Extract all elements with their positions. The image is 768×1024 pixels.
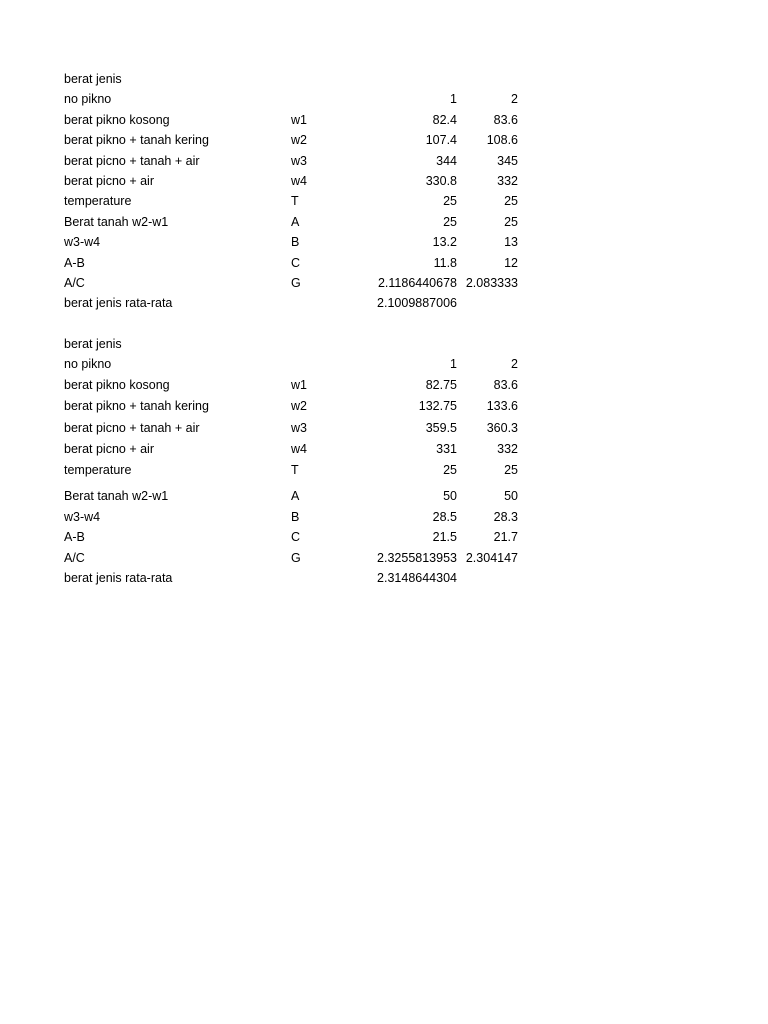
value-pikno-2: 28.3 <box>493 509 518 524</box>
value-pikno-2: 133.6 <box>486 399 518 414</box>
row-label: no pikno <box>64 357 112 372</box>
row-label: no pikno <box>64 92 112 107</box>
row-symbol: B <box>291 509 300 524</box>
value-pikno-1: 11.8 <box>433 255 457 270</box>
specific-gravity-table-1 <box>64 69 524 314</box>
value-pikno-1: 50 <box>443 489 457 504</box>
table-row <box>64 418 524 439</box>
value-pikno-2: 108.6 <box>486 133 518 148</box>
table-row <box>64 396 524 417</box>
row-symbol: w2 <box>291 399 307 414</box>
value-pikno-1: 25 <box>443 214 457 229</box>
value-pikno-1: 21.5 <box>432 530 457 545</box>
value-pikno-1: 2.3255813953 <box>377 550 457 565</box>
value-pikno-1: 330.8 <box>425 173 457 188</box>
value-pikno-1: 28.5 <box>432 509 457 524</box>
value-pikno-2: 2.304147 <box>465 550 518 565</box>
value-pikno-1: 331 <box>436 441 457 456</box>
average-value: 2.1009887006 <box>377 296 457 311</box>
value-pikno-1: 1 <box>450 92 457 107</box>
value-pikno-2: 83.6 <box>493 377 518 392</box>
row-symbol: G <box>291 550 301 565</box>
row-symbol: G <box>291 275 301 290</box>
value-pikno-1: 13.2 <box>432 235 457 250</box>
row-symbol: w4 <box>291 173 307 188</box>
table-row <box>64 171 524 191</box>
row-label: berat pikno kosong <box>64 112 170 127</box>
row-label: berat jenis <box>64 72 122 86</box>
value-pikno-2: 2 <box>511 357 518 372</box>
value-pikno-2: 360.3 <box>486 420 518 435</box>
average-value: 2.3148644304 <box>377 570 457 585</box>
specific-gravity-table-2 <box>64 334 524 588</box>
value-pikno-1: 82.75 <box>425 377 457 392</box>
table-row <box>64 69 524 89</box>
row-symbol: w3 <box>291 153 307 168</box>
row-label: berat picno + air <box>64 173 154 188</box>
table-row <box>64 460 524 486</box>
table-row <box>64 130 524 150</box>
table-row <box>64 568 524 588</box>
row-label: Berat tanah w2-w1 <box>64 214 169 229</box>
table-row <box>64 232 524 252</box>
table-row <box>64 486 524 506</box>
row-label: A-B <box>64 255 85 270</box>
table-row <box>64 548 524 568</box>
row-label: Berat tanah w2-w1 <box>64 489 169 504</box>
row-label: berat pikno + tanah kering <box>64 399 209 414</box>
row-symbol: A <box>291 214 300 229</box>
value-pikno-1: 344 <box>436 153 457 168</box>
table-row <box>64 507 524 527</box>
row-label: A-B <box>64 530 85 545</box>
row-symbol: A <box>291 489 300 504</box>
table-row <box>64 439 524 460</box>
value-pikno-2: 2.083333 <box>465 275 518 290</box>
table-row <box>64 212 524 232</box>
value-pikno-2: 25 <box>504 194 518 209</box>
value-pikno-2: 50 <box>504 489 518 504</box>
value-pikno-2: 2 <box>511 92 518 107</box>
row-symbol: C <box>291 255 301 270</box>
row-label: w3-w4 <box>64 235 101 250</box>
value-pikno-1: 107.4 <box>425 133 457 148</box>
row-symbol: w2 <box>291 133 307 148</box>
table-row <box>64 334 524 354</box>
row-symbol: w1 <box>291 377 307 392</box>
table-row <box>64 273 524 293</box>
table-row <box>64 191 524 211</box>
row-symbol: T <box>291 463 299 478</box>
row-symbol: w3 <box>291 420 307 435</box>
row-label: A/C <box>64 550 85 565</box>
value-pikno-2: 332 <box>497 173 518 188</box>
table-row <box>64 110 524 130</box>
value-pikno-2: 83.6 <box>493 112 518 127</box>
row-label: berat pikno + tanah kering <box>64 133 209 148</box>
value-pikno-1: 82.4 <box>432 112 457 127</box>
table-row <box>64 253 524 273</box>
value-pikno-2: 25 <box>504 214 518 229</box>
row-label: temperature <box>64 194 132 209</box>
row-label: berat jenis <box>64 337 122 351</box>
value-pikno-1: 1 <box>450 357 457 372</box>
value-pikno-2: 12 <box>504 255 518 270</box>
row-label: w3-w4 <box>64 509 101 524</box>
table-row <box>64 375 524 396</box>
row-label: berat jenis rata-rata <box>64 296 173 311</box>
row-label: temperature <box>64 463 132 478</box>
row-symbol: B <box>291 235 300 250</box>
value-pikno-1: 2.1186440678 <box>377 275 457 290</box>
row-symbol: w1 <box>291 112 307 127</box>
value-pikno-1: 25 <box>443 194 457 209</box>
value-pikno-2: 21.7 <box>493 530 518 545</box>
row-symbol: w4 <box>291 441 307 456</box>
row-label: berat jenis rata-rata <box>64 570 173 585</box>
row-symbol: T <box>291 194 299 209</box>
row-label: berat picno + air <box>64 441 154 456</box>
value-pikno-1: 25 <box>443 463 457 478</box>
table-row <box>64 354 524 374</box>
value-pikno-1: 132.75 <box>418 399 457 414</box>
row-label: berat picno + tanah + air <box>64 153 200 168</box>
table-row <box>64 89 524 109</box>
row-label: A/C <box>64 275 85 290</box>
row-symbol: C <box>291 530 301 545</box>
value-pikno-1: 359.5 <box>425 420 457 435</box>
value-pikno-2: 25 <box>504 463 518 478</box>
value-pikno-2: 345 <box>497 153 518 168</box>
value-pikno-2: 13 <box>504 235 518 250</box>
row-label: berat picno + tanah + air <box>64 420 200 435</box>
table-row <box>64 293 524 313</box>
row-label: berat pikno kosong <box>64 377 170 392</box>
table-row <box>64 527 524 547</box>
value-pikno-2: 332 <box>497 441 518 456</box>
table-row <box>64 151 524 171</box>
